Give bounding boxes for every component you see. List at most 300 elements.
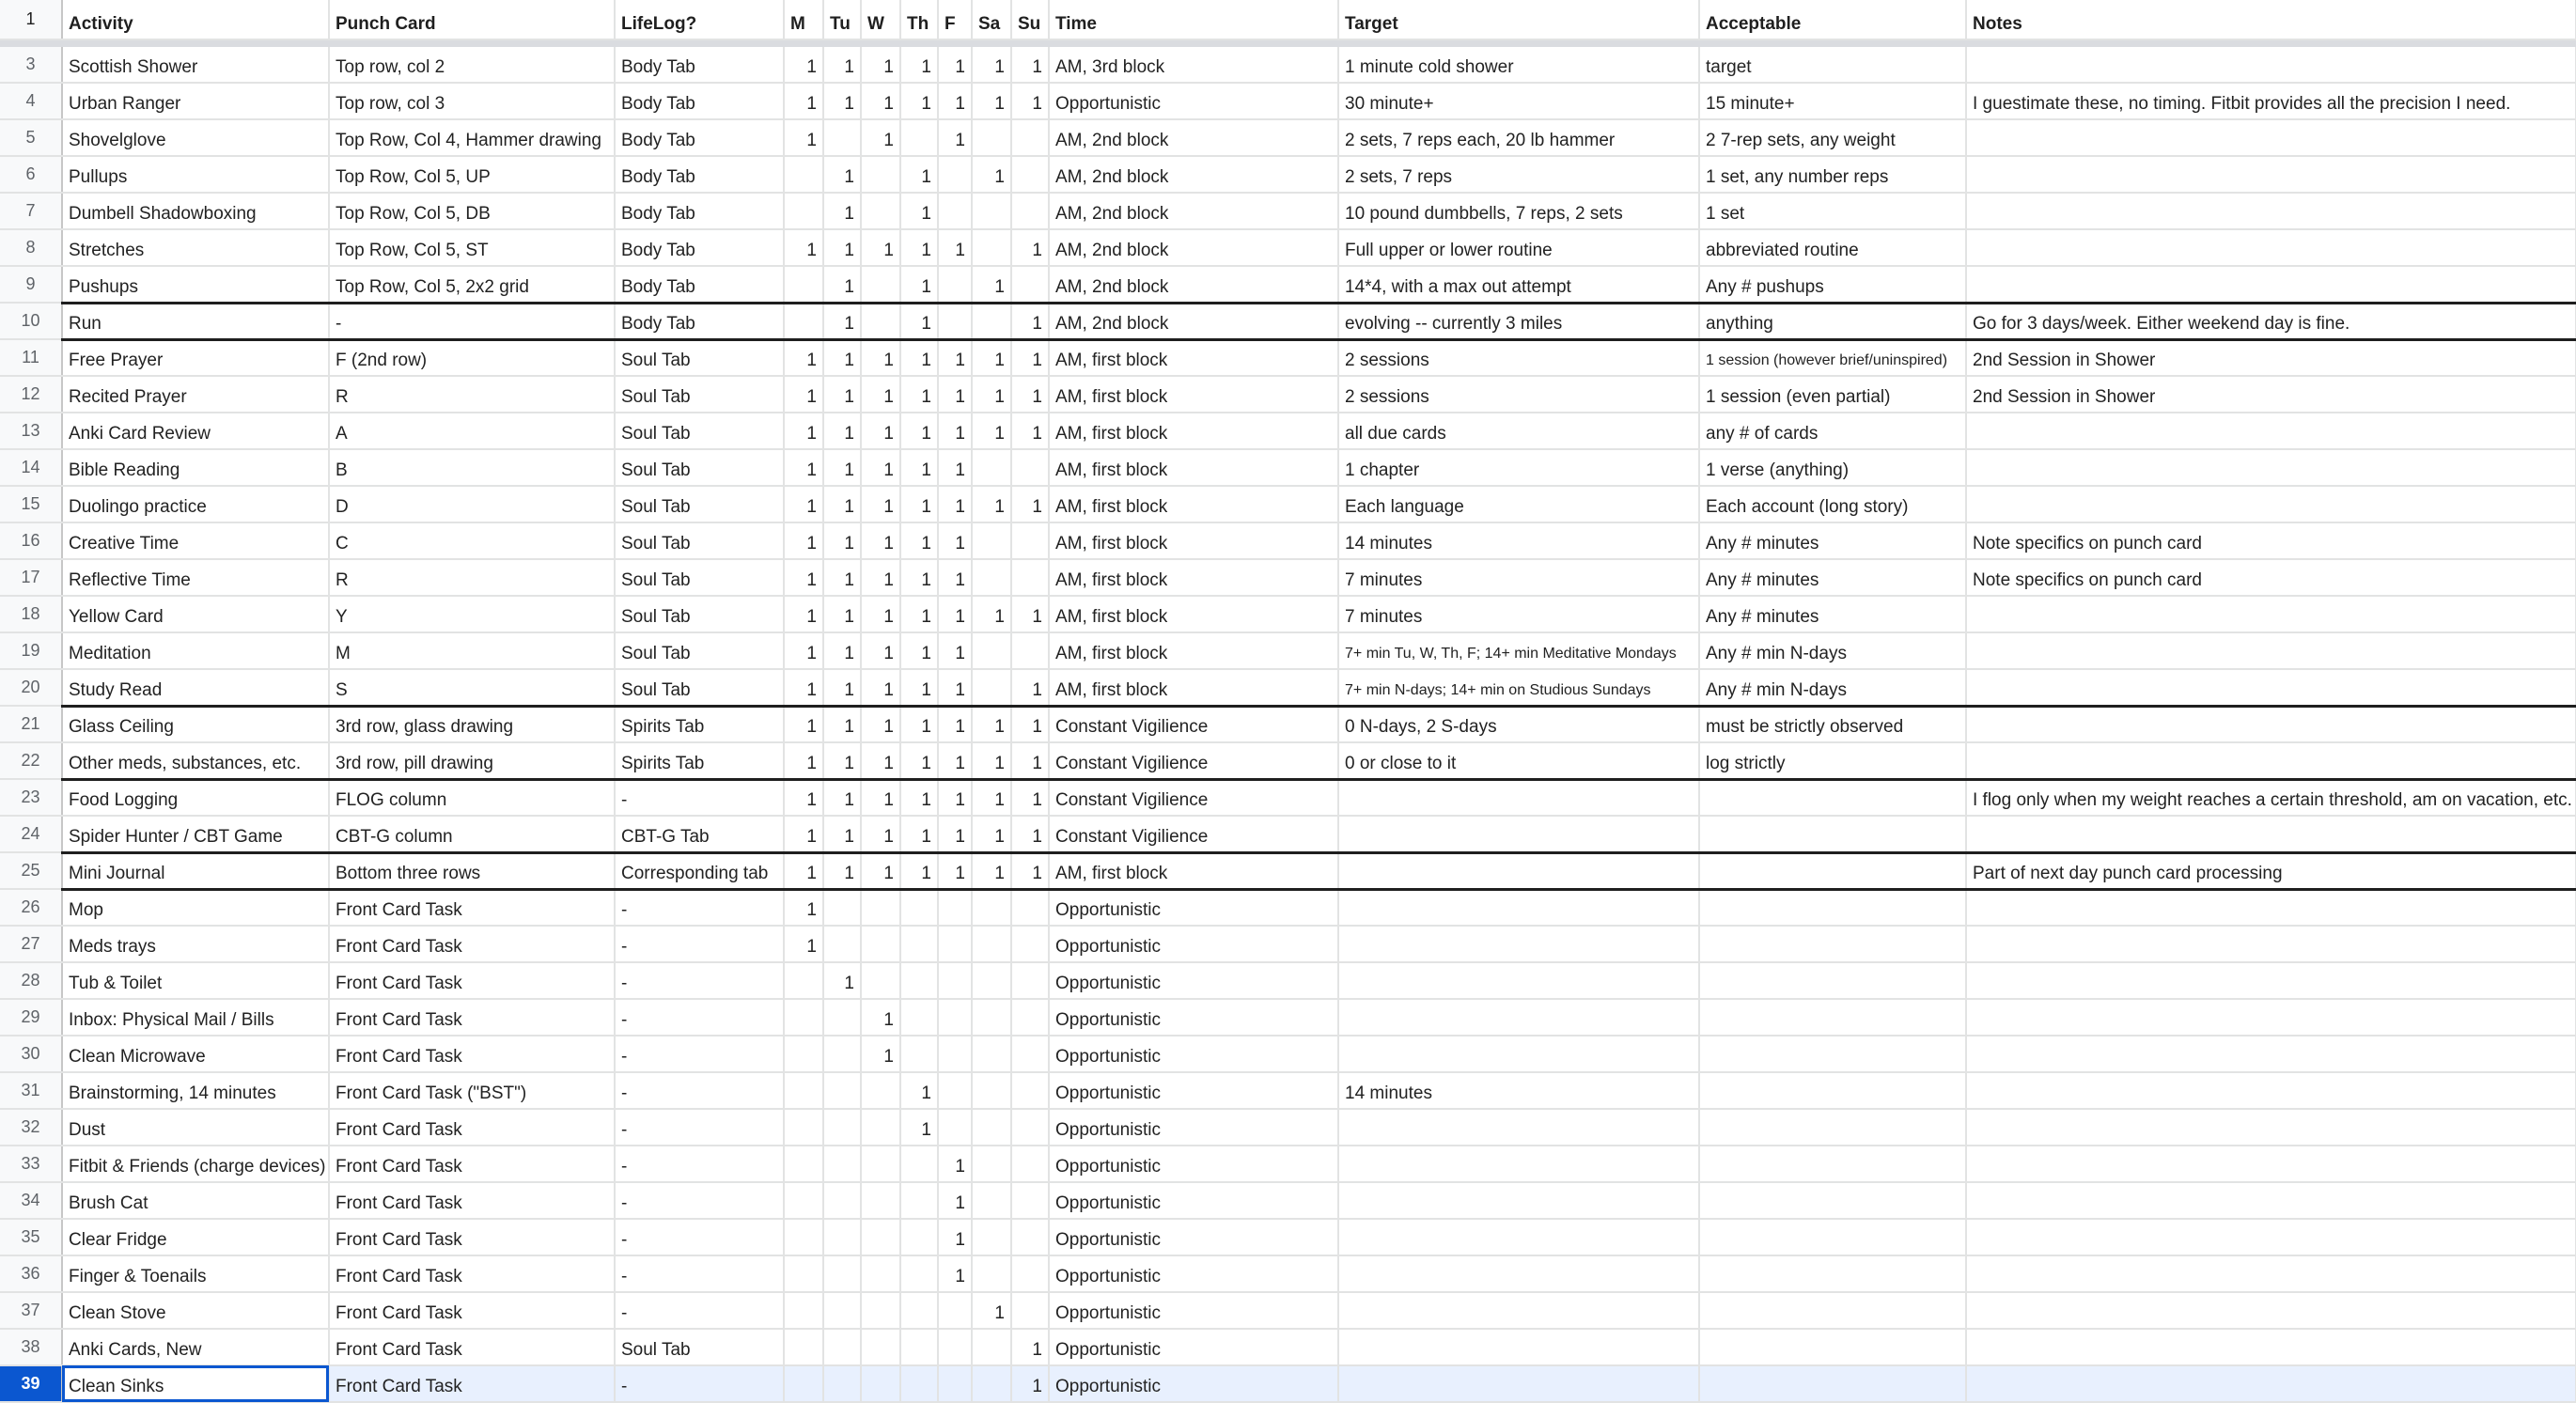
- cell-notes[interactable]: [1966, 1255, 2576, 1292]
- cell-time[interactable]: Constant Vigilience: [1049, 779, 1338, 816]
- cell-lifelog[interactable]: -: [615, 1255, 784, 1292]
- cell-thursday[interactable]: [900, 1219, 938, 1255]
- cell-friday[interactable]: 1: [938, 816, 972, 852]
- cell-lifelog[interactable]: Soul Tab: [615, 486, 784, 522]
- cell-acceptable[interactable]: [1699, 1255, 1966, 1292]
- cell-punch-card[interactable]: Front Card Task: [329, 962, 615, 999]
- cell-tuesday[interactable]: 1: [823, 303, 861, 339]
- cell-activity[interactable]: Pullups: [62, 156, 329, 193]
- cell-saturday[interactable]: 1: [972, 83, 1011, 119]
- cell-tuesday[interactable]: 1: [823, 632, 861, 669]
- cell-tuesday[interactable]: [823, 926, 861, 962]
- column-header-monday[interactable]: M: [784, 0, 823, 39]
- cell-thursday[interactable]: 1: [900, 632, 938, 669]
- cell-saturday[interactable]: [972, 889, 1011, 926]
- cell-wednesday[interactable]: 1: [861, 706, 900, 742]
- cell-sunday[interactable]: 1: [1011, 779, 1049, 816]
- cell-lifelog[interactable]: -: [615, 1182, 784, 1219]
- row-number[interactable]: 26: [0, 889, 62, 926]
- cell-time[interactable]: AM, 2nd block: [1049, 303, 1338, 339]
- cell-tuesday[interactable]: 1: [823, 339, 861, 376]
- cell-wednesday[interactable]: [861, 1109, 900, 1146]
- table-row[interactable]: [0, 303, 2576, 339]
- cell-monday[interactable]: 1: [784, 779, 823, 816]
- cell-acceptable[interactable]: [1699, 1109, 1966, 1146]
- cell-sunday[interactable]: 1: [1011, 413, 1049, 449]
- cell-monday[interactable]: [784, 1109, 823, 1146]
- cell-activity[interactable]: Anki Cards, New: [62, 1329, 329, 1365]
- cell-notes[interactable]: [1966, 1036, 2576, 1072]
- cell-monday[interactable]: 1: [784, 119, 823, 156]
- cell-sunday[interactable]: [1011, 962, 1049, 999]
- cell-thursday[interactable]: 1: [900, 559, 938, 596]
- cell-sunday[interactable]: [1011, 156, 1049, 193]
- table-row[interactable]: [0, 742, 2576, 779]
- column-header-acceptable[interactable]: Acceptable: [1699, 0, 1966, 39]
- cell-activity[interactable]: Meditation: [62, 632, 329, 669]
- cell-time[interactable]: Opportunistic: [1049, 999, 1338, 1036]
- cell-time[interactable]: AM, 2nd block: [1049, 193, 1338, 229]
- cell-time[interactable]: Opportunistic: [1049, 962, 1338, 999]
- cell-notes[interactable]: [1966, 1292, 2576, 1329]
- cell-notes[interactable]: [1966, 962, 2576, 999]
- cell-punch-card[interactable]: F (2nd row): [329, 339, 615, 376]
- cell-sunday[interactable]: [1011, 1146, 1049, 1182]
- cell-lifelog[interactable]: Soul Tab: [615, 1329, 784, 1365]
- cell-punch-card[interactable]: Front Card Task: [329, 1182, 615, 1219]
- cell-monday[interactable]: [784, 1219, 823, 1255]
- cell-activity[interactable]: Scottish Shower: [62, 47, 329, 83]
- frozen-rows-divider[interactable]: [0, 39, 2576, 47]
- cell-notes[interactable]: [1966, 1182, 2576, 1219]
- cell-lifelog[interactable]: Soul Tab: [615, 596, 784, 632]
- cell-acceptable[interactable]: abbreviated routine: [1699, 229, 1966, 266]
- cell-sunday[interactable]: 1: [1011, 1365, 1049, 1402]
- cell-notes[interactable]: [1966, 999, 2576, 1036]
- cell-punch-card[interactable]: Front Card Task ("BST"): [329, 1072, 615, 1109]
- cell-time[interactable]: AM, 3rd block: [1049, 47, 1338, 83]
- cell-wednesday[interactable]: [861, 889, 900, 926]
- cell-monday[interactable]: 1: [784, 926, 823, 962]
- cell-notes[interactable]: [1966, 486, 2576, 522]
- cell-friday[interactable]: 1: [938, 632, 972, 669]
- cell-punch-card[interactable]: Front Card Task: [329, 1292, 615, 1329]
- cell-monday[interactable]: [784, 1072, 823, 1109]
- table-row[interactable]: [0, 706, 2576, 742]
- column-header-activity[interactable]: Activity: [62, 0, 329, 39]
- cell-thursday[interactable]: 1: [900, 779, 938, 816]
- cell-activity[interactable]: Dumbell Shadowboxing: [62, 193, 329, 229]
- cell-sunday[interactable]: 1: [1011, 303, 1049, 339]
- cell-saturday[interactable]: [972, 999, 1011, 1036]
- cell-wednesday[interactable]: 1: [861, 229, 900, 266]
- cell-acceptable[interactable]: [1699, 1365, 1966, 1402]
- cell-punch-card[interactable]: Top row, col 2: [329, 47, 615, 83]
- cell-lifelog[interactable]: Soul Tab: [615, 449, 784, 486]
- cell-time[interactable]: AM, 2nd block: [1049, 119, 1338, 156]
- table-row[interactable]: [0, 1365, 2576, 1402]
- cell-sunday[interactable]: [1011, 449, 1049, 486]
- cell-lifelog[interactable]: Soul Tab: [615, 413, 784, 449]
- cell-target[interactable]: 0 N-days, 2 S-days: [1338, 706, 1699, 742]
- cell-saturday[interactable]: 1: [972, 1292, 1011, 1329]
- cell-sunday[interactable]: 1: [1011, 669, 1049, 706]
- cell-sunday[interactable]: 1: [1011, 852, 1049, 889]
- cell-target[interactable]: 14*4, with a max out attempt: [1338, 266, 1699, 303]
- cell-monday[interactable]: 1: [784, 632, 823, 669]
- cell-target[interactable]: [1338, 852, 1699, 889]
- cell-acceptable[interactable]: [1699, 926, 1966, 962]
- cell-sunday[interactable]: [1011, 1255, 1049, 1292]
- column-header-friday[interactable]: F: [938, 0, 972, 39]
- cell-notes[interactable]: [1966, 47, 2576, 83]
- cell-time[interactable]: AM, first block: [1049, 669, 1338, 706]
- cell-tuesday[interactable]: 1: [823, 193, 861, 229]
- cell-time[interactable]: Opportunistic: [1049, 1255, 1338, 1292]
- cell-friday[interactable]: 1: [938, 522, 972, 559]
- cell-tuesday[interactable]: 1: [823, 156, 861, 193]
- cell-friday[interactable]: [938, 1365, 972, 1402]
- row-number[interactable]: 34: [0, 1182, 62, 1219]
- cell-tuesday[interactable]: [823, 889, 861, 926]
- table-row[interactable]: [0, 1255, 2576, 1292]
- cell-saturday[interactable]: 1: [972, 596, 1011, 632]
- cell-target[interactable]: 2 sets, 7 reps each, 20 lb hammer: [1338, 119, 1699, 156]
- cell-wednesday[interactable]: 1: [861, 559, 900, 596]
- cell-target[interactable]: 7+ min N-days; 14+ min on Studious Sundays: [1338, 669, 1699, 706]
- cell-acceptable[interactable]: [1699, 889, 1966, 926]
- cell-acceptable[interactable]: Each account (long story): [1699, 486, 1966, 522]
- row-number[interactable]: 35: [0, 1219, 62, 1255]
- row-header[interactable]: 1: [0, 0, 62, 39]
- cell-sunday[interactable]: [1011, 999, 1049, 1036]
- cell-sunday[interactable]: [1011, 1036, 1049, 1072]
- cell-punch-card[interactable]: Bottom three rows: [329, 852, 615, 889]
- cell-notes[interactable]: [1966, 1109, 2576, 1146]
- cell-wednesday[interactable]: 1: [861, 119, 900, 156]
- cell-lifelog[interactable]: Soul Tab: [615, 632, 784, 669]
- cell-notes[interactable]: 2nd Session in Shower: [1966, 339, 2576, 376]
- cell-thursday[interactable]: 1: [900, 669, 938, 706]
- cell-target[interactable]: [1338, 1182, 1699, 1219]
- cell-activity[interactable]: Other meds, substances, etc.: [62, 742, 329, 779]
- cell-notes[interactable]: [1966, 1365, 2576, 1402]
- column-header-tuesday[interactable]: Tu: [823, 0, 861, 39]
- cell-sunday[interactable]: [1011, 193, 1049, 229]
- cell-wednesday[interactable]: [861, 926, 900, 962]
- cell-acceptable[interactable]: [1699, 1329, 1966, 1365]
- cell-friday[interactable]: 1: [938, 706, 972, 742]
- cell-friday[interactable]: [938, 156, 972, 193]
- cell-thursday[interactable]: 1: [900, 229, 938, 266]
- cell-target[interactable]: 30 minute+: [1338, 83, 1699, 119]
- cell-wednesday[interactable]: [861, 1146, 900, 1182]
- cell-monday[interactable]: 1: [784, 522, 823, 559]
- cell-thursday[interactable]: 1: [900, 852, 938, 889]
- row-number[interactable]: 32: [0, 1109, 62, 1146]
- cell-tuesday[interactable]: [823, 1146, 861, 1182]
- cell-activity[interactable]: Fitbit & Friends (charge devices): [62, 1146, 329, 1182]
- cell-saturday[interactable]: [972, 449, 1011, 486]
- cell-saturday[interactable]: 1: [972, 376, 1011, 413]
- cell-saturday[interactable]: [972, 229, 1011, 266]
- cell-wednesday[interactable]: 1: [861, 413, 900, 449]
- cell-lifelog[interactable]: Corresponding tab: [615, 852, 784, 889]
- table-row[interactable]: [0, 889, 2576, 926]
- cell-target[interactable]: 0 or close to it: [1338, 742, 1699, 779]
- cell-thursday[interactable]: [900, 926, 938, 962]
- cell-friday[interactable]: [938, 999, 972, 1036]
- cell-thursday[interactable]: 1: [900, 83, 938, 119]
- cell-wednesday[interactable]: [861, 303, 900, 339]
- cell-punch-card[interactable]: Top Row, Col 5, 2x2 grid: [329, 266, 615, 303]
- cell-friday[interactable]: 1: [938, 449, 972, 486]
- cell-saturday[interactable]: [972, 1255, 1011, 1292]
- cell-tuesday[interactable]: [823, 1365, 861, 1402]
- cell-acceptable[interactable]: 1 set: [1699, 193, 1966, 229]
- cell-tuesday[interactable]: 1: [823, 413, 861, 449]
- table-row[interactable]: [0, 669, 2576, 706]
- cell-activity[interactable]: Mini Journal: [62, 852, 329, 889]
- cell-saturday[interactable]: [972, 119, 1011, 156]
- cell-saturday[interactable]: [972, 303, 1011, 339]
- cell-lifelog[interactable]: -: [615, 1072, 784, 1109]
- cell-notes[interactable]: [1966, 669, 2576, 706]
- cell-acceptable[interactable]: must be strictly observed: [1699, 706, 1966, 742]
- cell-lifelog[interactable]: Spirits Tab: [615, 706, 784, 742]
- cell-monday[interactable]: 1: [784, 449, 823, 486]
- cell-activity[interactable]: Recited Prayer: [62, 376, 329, 413]
- cell-lifelog[interactable]: -: [615, 962, 784, 999]
- cell-target[interactable]: [1338, 1292, 1699, 1329]
- cell-acceptable[interactable]: anything: [1699, 303, 1966, 339]
- cell-friday[interactable]: 1: [938, 1255, 972, 1292]
- cell-acceptable[interactable]: 1 set, any number reps: [1699, 156, 1966, 193]
- row-number[interactable]: 13: [0, 413, 62, 449]
- cell-tuesday[interactable]: [823, 1109, 861, 1146]
- cell-saturday[interactable]: [972, 1182, 1011, 1219]
- cell-punch-card[interactable]: B: [329, 449, 615, 486]
- cell-sunday[interactable]: [1011, 1292, 1049, 1329]
- cell-saturday[interactable]: 1: [972, 266, 1011, 303]
- cell-time[interactable]: AM, first block: [1049, 522, 1338, 559]
- cell-notes[interactable]: [1966, 193, 2576, 229]
- cell-acceptable[interactable]: log strictly: [1699, 742, 1966, 779]
- cell-lifelog[interactable]: Body Tab: [615, 119, 784, 156]
- cell-activity[interactable]: Pushups: [62, 266, 329, 303]
- cell-acceptable[interactable]: Any # min N-days: [1699, 632, 1966, 669]
- cell-acceptable[interactable]: [1699, 852, 1966, 889]
- row-number[interactable]: 20: [0, 669, 62, 706]
- cell-friday[interactable]: [938, 1329, 972, 1365]
- cell-friday[interactable]: 1: [938, 1146, 972, 1182]
- column-header-wednesday[interactable]: W: [861, 0, 900, 39]
- table-row[interactable]: [0, 449, 2576, 486]
- cell-activity[interactable]: Food Logging: [62, 779, 329, 816]
- cell-friday[interactable]: 1: [938, 229, 972, 266]
- cell-punch-card[interactable]: Top Row, Col 5, DB: [329, 193, 615, 229]
- cell-acceptable[interactable]: 15 minute+: [1699, 83, 1966, 119]
- cell-monday[interactable]: [784, 1182, 823, 1219]
- cell-monday[interactable]: [784, 1146, 823, 1182]
- cell-target[interactable]: 1 minute cold shower: [1338, 47, 1699, 83]
- cell-saturday[interactable]: [972, 1072, 1011, 1109]
- cell-target[interactable]: 1 chapter: [1338, 449, 1699, 486]
- cell-notes[interactable]: Note specifics on punch card: [1966, 522, 2576, 559]
- cell-lifelog[interactable]: -: [615, 1219, 784, 1255]
- cell-punch-card[interactable]: C: [329, 522, 615, 559]
- cell-punch-card[interactable]: S: [329, 669, 615, 706]
- cell-notes[interactable]: [1966, 1146, 2576, 1182]
- cell-sunday[interactable]: 1: [1011, 229, 1049, 266]
- cell-thursday[interactable]: 1: [900, 376, 938, 413]
- cell-lifelog[interactable]: CBT-G Tab: [615, 816, 784, 852]
- cell-monday[interactable]: 1: [784, 669, 823, 706]
- cell-time[interactable]: Constant Vigilience: [1049, 816, 1338, 852]
- cell-lifelog[interactable]: Body Tab: [615, 47, 784, 83]
- cell-wednesday[interactable]: 1: [861, 449, 900, 486]
- cell-time[interactable]: AM, 2nd block: [1049, 266, 1338, 303]
- cell-thursday[interactable]: 1: [900, 339, 938, 376]
- table-row[interactable]: [0, 1146, 2576, 1182]
- cell-punch-card[interactable]: -: [329, 303, 615, 339]
- cell-punch-card[interactable]: Top Row, Col 4, Hammer drawing: [329, 119, 615, 156]
- cell-lifelog[interactable]: -: [615, 1146, 784, 1182]
- cell-target[interactable]: Each language: [1338, 486, 1699, 522]
- row-number[interactable]: 29: [0, 999, 62, 1036]
- cell-thursday[interactable]: [900, 1036, 938, 1072]
- table-row[interactable]: [0, 779, 2576, 816]
- cell-wednesday[interactable]: 1: [861, 1036, 900, 1072]
- cell-saturday[interactable]: 1: [972, 47, 1011, 83]
- cell-friday[interactable]: 1: [938, 669, 972, 706]
- cell-saturday[interactable]: 1: [972, 486, 1011, 522]
- cell-friday[interactable]: 1: [938, 339, 972, 376]
- row-number[interactable]: 5: [0, 119, 62, 156]
- cell-friday[interactable]: 1: [938, 376, 972, 413]
- cell-tuesday[interactable]: 1: [823, 486, 861, 522]
- cell-thursday[interactable]: 1: [900, 522, 938, 559]
- cell-wednesday[interactable]: 1: [861, 522, 900, 559]
- frozen-divider-bar[interactable]: [0, 39, 2576, 47]
- cell-saturday[interactable]: [972, 193, 1011, 229]
- cell-notes[interactable]: 2nd Session in Shower: [1966, 376, 2576, 413]
- cell-punch-card[interactable]: R: [329, 559, 615, 596]
- cell-monday[interactable]: 1: [784, 47, 823, 83]
- cell-sunday[interactable]: 1: [1011, 706, 1049, 742]
- cell-tuesday[interactable]: 1: [823, 852, 861, 889]
- cell-time[interactable]: Opportunistic: [1049, 1329, 1338, 1365]
- cell-notes[interactable]: [1966, 119, 2576, 156]
- cell-punch-card[interactable]: A: [329, 413, 615, 449]
- table-row[interactable]: [0, 559, 2576, 596]
- cell-target[interactable]: 7 minutes: [1338, 596, 1699, 632]
- cell-target[interactable]: [1338, 962, 1699, 999]
- row-number[interactable]: 27: [0, 926, 62, 962]
- cell-friday[interactable]: [938, 266, 972, 303]
- column-header-sunday[interactable]: Su: [1011, 0, 1049, 39]
- cell-monday[interactable]: [784, 156, 823, 193]
- cell-time[interactable]: AM, first block: [1049, 852, 1338, 889]
- row-number[interactable]: 24: [0, 816, 62, 852]
- cell-activity[interactable]: Stretches: [62, 229, 329, 266]
- cell-time[interactable]: Opportunistic: [1049, 83, 1338, 119]
- cell-punch-card[interactable]: Front Card Task: [329, 1036, 615, 1072]
- cell-sunday[interactable]: [1011, 119, 1049, 156]
- cell-saturday[interactable]: [972, 632, 1011, 669]
- cell-lifelog[interactable]: -: [615, 889, 784, 926]
- cell-tuesday[interactable]: 1: [823, 266, 861, 303]
- cell-activity[interactable]: Bible Reading: [62, 449, 329, 486]
- cell-notes[interactable]: [1966, 632, 2576, 669]
- cell-friday[interactable]: 1: [938, 47, 972, 83]
- cell-tuesday[interactable]: [823, 1329, 861, 1365]
- cell-time[interactable]: Constant Vigilience: [1049, 706, 1338, 742]
- cell-friday[interactable]: [938, 889, 972, 926]
- cell-wednesday[interactable]: [861, 266, 900, 303]
- cell-target[interactable]: [1338, 1255, 1699, 1292]
- cell-saturday[interactable]: [972, 1146, 1011, 1182]
- cell-sunday[interactable]: [1011, 559, 1049, 596]
- cell-saturday[interactable]: [972, 559, 1011, 596]
- cell-monday[interactable]: 1: [784, 339, 823, 376]
- cell-monday[interactable]: 1: [784, 889, 823, 926]
- cell-punch-card[interactable]: Front Card Task: [329, 1365, 615, 1402]
- cell-activity[interactable]: Clean Stove: [62, 1292, 329, 1329]
- cell-monday[interactable]: 1: [784, 413, 823, 449]
- cell-sunday[interactable]: 1: [1011, 376, 1049, 413]
- cell-punch-card[interactable]: Top Row, Col 5, ST: [329, 229, 615, 266]
- cell-activity[interactable]: Inbox: Physical Mail / Bills: [62, 999, 329, 1036]
- cell-time[interactable]: AM, first block: [1049, 413, 1338, 449]
- cell-thursday[interactable]: 1: [900, 303, 938, 339]
- cell-lifelog[interactable]: Soul Tab: [615, 522, 784, 559]
- cell-acceptable[interactable]: [1699, 962, 1966, 999]
- cell-tuesday[interactable]: 1: [823, 779, 861, 816]
- cell-monday[interactable]: 1: [784, 486, 823, 522]
- cell-time[interactable]: AM, first block: [1049, 632, 1338, 669]
- cell-monday[interactable]: 1: [784, 83, 823, 119]
- cell-activity[interactable]: Spider Hunter / CBT Game: [62, 816, 329, 852]
- cell-friday[interactable]: [938, 193, 972, 229]
- cell-target[interactable]: [1338, 1146, 1699, 1182]
- cell-friday[interactable]: 1: [938, 486, 972, 522]
- table-row[interactable]: [0, 47, 2576, 83]
- cell-activity[interactable]: Glass Ceiling: [62, 706, 329, 742]
- table-row[interactable]: [0, 339, 2576, 376]
- cell-thursday[interactable]: 1: [900, 156, 938, 193]
- cell-saturday[interactable]: [972, 962, 1011, 999]
- cell-saturday[interactable]: 1: [972, 852, 1011, 889]
- cell-acceptable[interactable]: [1699, 1292, 1966, 1329]
- cell-friday[interactable]: 1: [938, 1219, 972, 1255]
- cell-punch-card[interactable]: Front Card Task: [329, 926, 615, 962]
- cell-activity[interactable]: Clean Sinks: [62, 1365, 329, 1402]
- cell-target[interactable]: [1338, 926, 1699, 962]
- cell-time[interactable]: Opportunistic: [1049, 1292, 1338, 1329]
- cell-lifelog[interactable]: Body Tab: [615, 303, 784, 339]
- row-number[interactable]: 22: [0, 742, 62, 779]
- row-number[interactable]: 37: [0, 1292, 62, 1329]
- cell-activity[interactable]: Finger & Toenails: [62, 1255, 329, 1292]
- cell-activity[interactable]: Urban Ranger: [62, 83, 329, 119]
- table-row[interactable]: [0, 962, 2576, 999]
- cell-notes[interactable]: [1966, 1219, 2576, 1255]
- cell-friday[interactable]: [938, 1109, 972, 1146]
- row-number[interactable]: 12: [0, 376, 62, 413]
- cell-monday[interactable]: [784, 1365, 823, 1402]
- cell-target[interactable]: 2 sets, 7 reps: [1338, 156, 1699, 193]
